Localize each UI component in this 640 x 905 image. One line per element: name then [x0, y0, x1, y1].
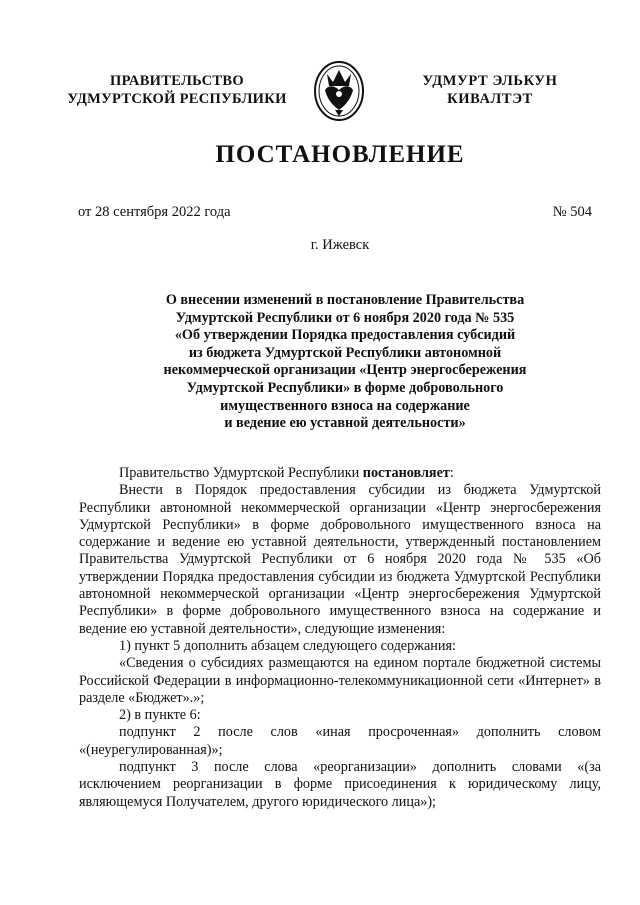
lead-colon: :	[449, 465, 454, 481]
paragraph-amendment-intro: Внести в Порядок предоставления субсидии из бюджета Удмуртской Республики автономной некоммерческой организации «Центр энергосбережения Удмуртской Республики» в форме добровольного имущественного взноса на содержание и ведение ею уставной деятельности, утвержденный постановлением Правительства Удмуртской Республики от 6 ноября 2020 года № 535 «Об утверждении Порядка предоставления субсидии из бюджета Удмуртской Республики автономной некоммерческой организации «Центр энергосбережения Удмуртской Республики» в форме добровольного имущественного взноса на содержание и ведение ею уставной деятельности», следующие изменения:	[79, 482, 601, 637]
subject-line: и ведение ею уставной деятельности»	[224, 415, 466, 432]
document-number: № 504	[552, 204, 592, 220]
udmurt-coat-of-arms-icon	[313, 60, 365, 122]
subject-line: имущественного взноса на содержание	[220, 397, 470, 414]
subject-line: некоммерческой организации «Центр энергосбережения	[163, 362, 527, 379]
subject-line: «Об утверждении Порядка предоставления субсидий	[174, 327, 516, 344]
subject-line: О внесении изменений в постановление Правительства	[165, 292, 525, 308]
document-body	[79, 465, 601, 811]
paragraph-item-1-text: «Сведения о субсидиях размещаются на едином портале бюджетной системы Российской Федерации в информационно-телекоммуникационной сети «Интернет» в разделе «Бюджет».»;	[79, 655, 601, 706]
org-left-line-2: УДМУРТСКОЙ РЕСПУБЛИКИ	[67, 91, 287, 107]
paragraph-item-2: 2) в пункте 6:	[119, 707, 201, 724]
subject-line: Удмуртской Республики» в форме добровольного	[186, 379, 504, 396]
government-name-udmurt	[395, 72, 585, 108]
resolution-lead	[79, 465, 601, 482]
government-name-russian	[62, 72, 292, 108]
subject-line: из бюджета Удмуртской Республики автономной	[188, 344, 502, 361]
paragraph-subitem-2: подпункт 2 после слов «иная просроченная» дополнить словом «(неурегулированная)»;	[79, 724, 601, 758]
paragraph-subitem-3: подпункт 3 после слова «реорганизации» дополнить словами «(за исключением реорганизации в форме присоединения к юридическому лицу, являющемуся Получателем, другого юридического лица»);	[79, 759, 601, 810]
document-subject	[120, 292, 570, 433]
org-right-line-2: КИВАЛТЭТ	[447, 91, 533, 107]
document-title: ПОСТАНОВЛЕНИЕ	[215, 141, 465, 168]
paragraph-item-1: 1) пункт 5 дополнить абзацем следующего содержания:	[119, 637, 456, 654]
lead-keyword: постановляет	[362, 465, 450, 481]
lead-text: Правительство Удмуртской Республики	[119, 465, 363, 481]
org-right-line-1: УДМУРТ ЭЛЬКУН	[422, 73, 558, 89]
document-city: г. Ижевск	[310, 237, 370, 253]
subject-line: Удмуртской Республики от 6 ноября 2020 года № 535	[175, 309, 515, 326]
org-left-line-1: ПРАВИТЕЛЬСТВО	[110, 73, 244, 89]
document-date: от 28 сентября 2022 года	[78, 204, 231, 220]
